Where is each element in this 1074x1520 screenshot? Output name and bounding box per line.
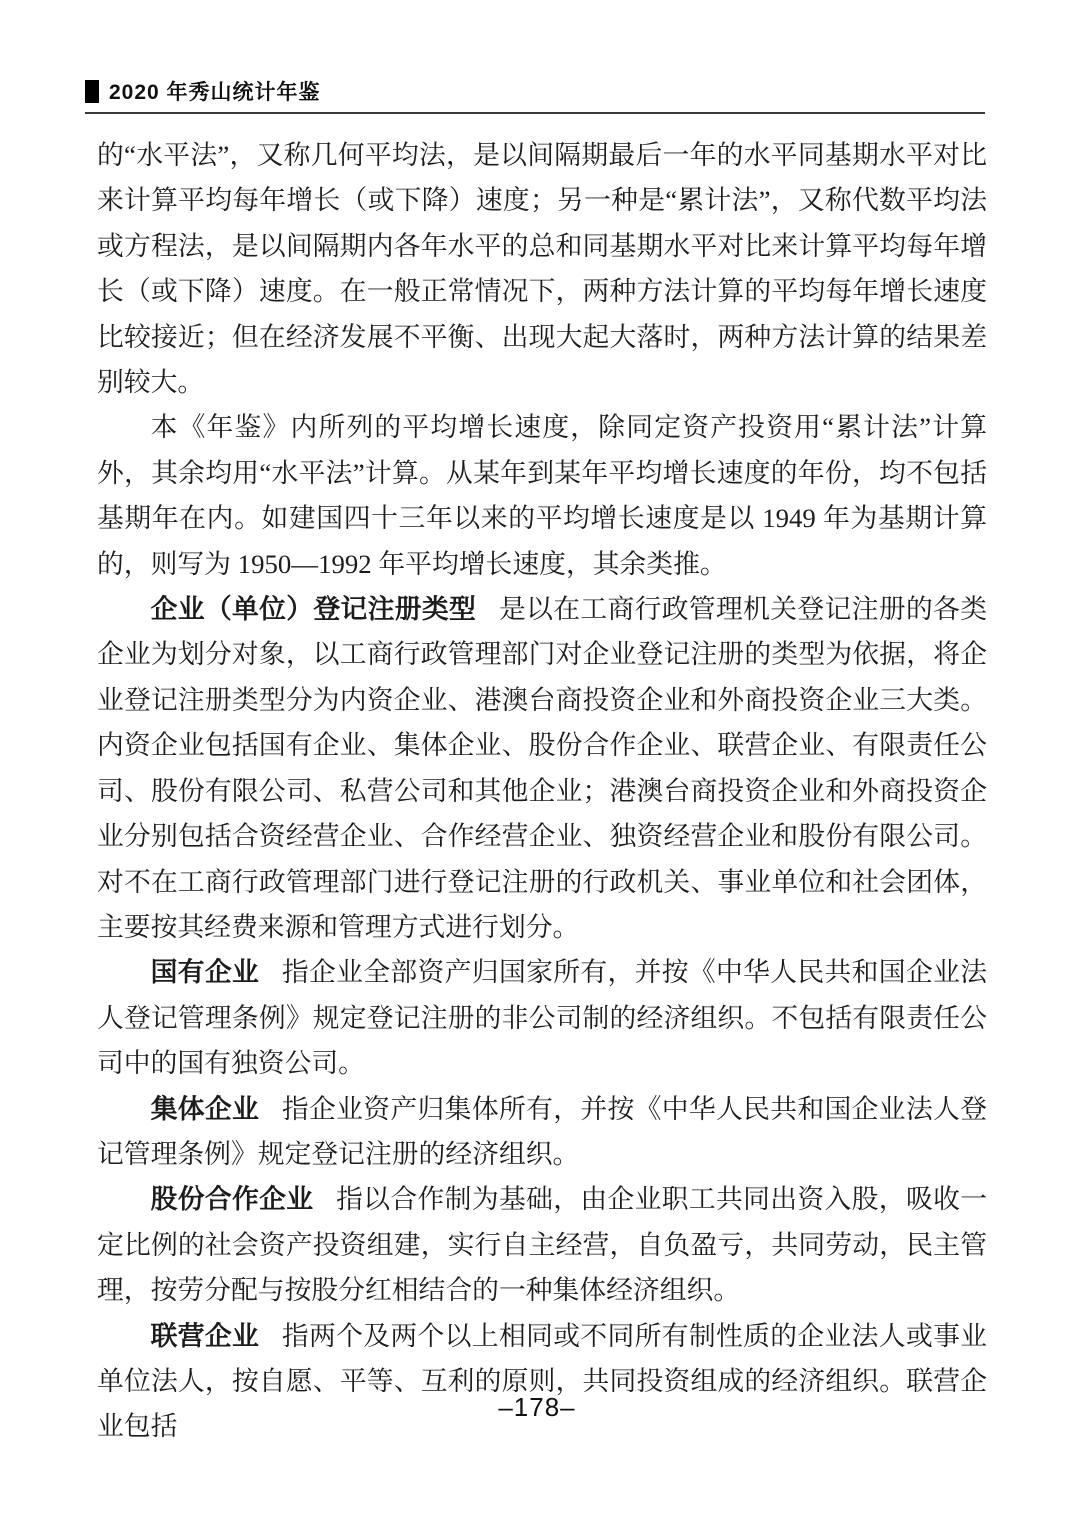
paragraph-lead: 企业（单位）登记注册类型	[150, 594, 477, 625]
paragraph-continuation	[97, 133, 987, 405]
paragraph-lead: 股份合作企业	[150, 1184, 314, 1215]
paragraph-lead: 集体企业	[150, 1093, 260, 1124]
paragraph-text: 指企业资产归集体所有，并按《中华人民共和国企业法人登记管理条例》规定登记注册的经济组织。	[97, 1093, 987, 1169]
paragraph-lead: 联营企业	[150, 1320, 260, 1351]
paragraph-text: 指以合作制为基础，由企业职工共同出资入股，吸收一定比例的社会资产投资组建，实行自主经营，自负盈亏，共同劳动，民主管理，按劳分配与按股分红相结合的一种集体经济组织。	[97, 1184, 988, 1306]
paragraph-registration-type	[97, 587, 987, 950]
paragraph-joint-stock-coop	[97, 1177, 987, 1313]
paragraph-text: 是以在工商行政管理机关登记注册的各类企业为划分对象，以工商行政管理部门对企业登记注册的类型为依据，将企业登记注册类型分为内资企业、港澳台商投资企业和外商投资企业三大类。内资企业包括国有企业、集体企业、股份合作企业、联营企业、有限责任公司、股份有限公司、私营公司和其他企业；港澳台商投资企业和外商投资企业分别包括合资经营企业、合作经营企业、独资经营企业和股份有限公司。对不在工商行政管理部门进行登记注册的行政机关、事业单位和社会团体，主要按其经费来源和管理方式进行划分。	[97, 594, 988, 942]
paragraph-text: 本《年鉴》内所列的平均增长速度，除同定资产投资用“累计法”计算外，其余均用“水平法”计算。从某年到某年平均增长速度的年份，均不包括基期年在内。如建国四十三年以来的平均增长速度是以 1949 年为基期计算的，则写为 1950—1992 年平均增长速度，其余类推。	[97, 412, 987, 579]
document-body	[97, 133, 987, 1450]
header-block-icon	[85, 80, 99, 103]
paragraph-text: 指企业全部资产归国家所有，并按《中华人民共和国企业法人登记管理条例》规定登记注册的非公司制的经济组织。不包括有限责任公司中的国有独资公司。	[97, 957, 987, 1079]
paragraph-text: 指两个及两个以上相同或不同所有制性质的企业法人或事业单位法人，按自愿、平等、互利的原则，共同投资组成的经济组织。联营企业包括	[97, 1320, 987, 1442]
header-title: 2020 年秀山统计年鉴	[109, 81, 321, 104]
paragraph-average-growth	[97, 405, 987, 587]
page-footer	[0, 1392, 1074, 1423]
page-header	[85, 76, 985, 114]
paragraph-text: 的“水平法”，又称几何平均法，是以间隔期最后一年的水平同基期水平对比来计算平均每年增长（或下降）速度；另一种是“累计法”，又称代数平均法或方程法，是以间隔期内各年水平的总和同基期水平对比来计算平均每年增长（或下降）速度。在一般正常情况下，两种方法计算的平均每年增长速度比较接近；但在经济发展不平衡、出现大起大落时，两种方法计算的结果差别较大。	[97, 140, 987, 398]
page-number: –178–	[498, 1392, 576, 1422]
paragraph-lead: 国有企业	[150, 957, 260, 988]
paragraph-collective	[97, 1087, 987, 1178]
paragraph-state-owned	[97, 950, 987, 1086]
paragraph-joint-venture	[97, 1314, 987, 1450]
